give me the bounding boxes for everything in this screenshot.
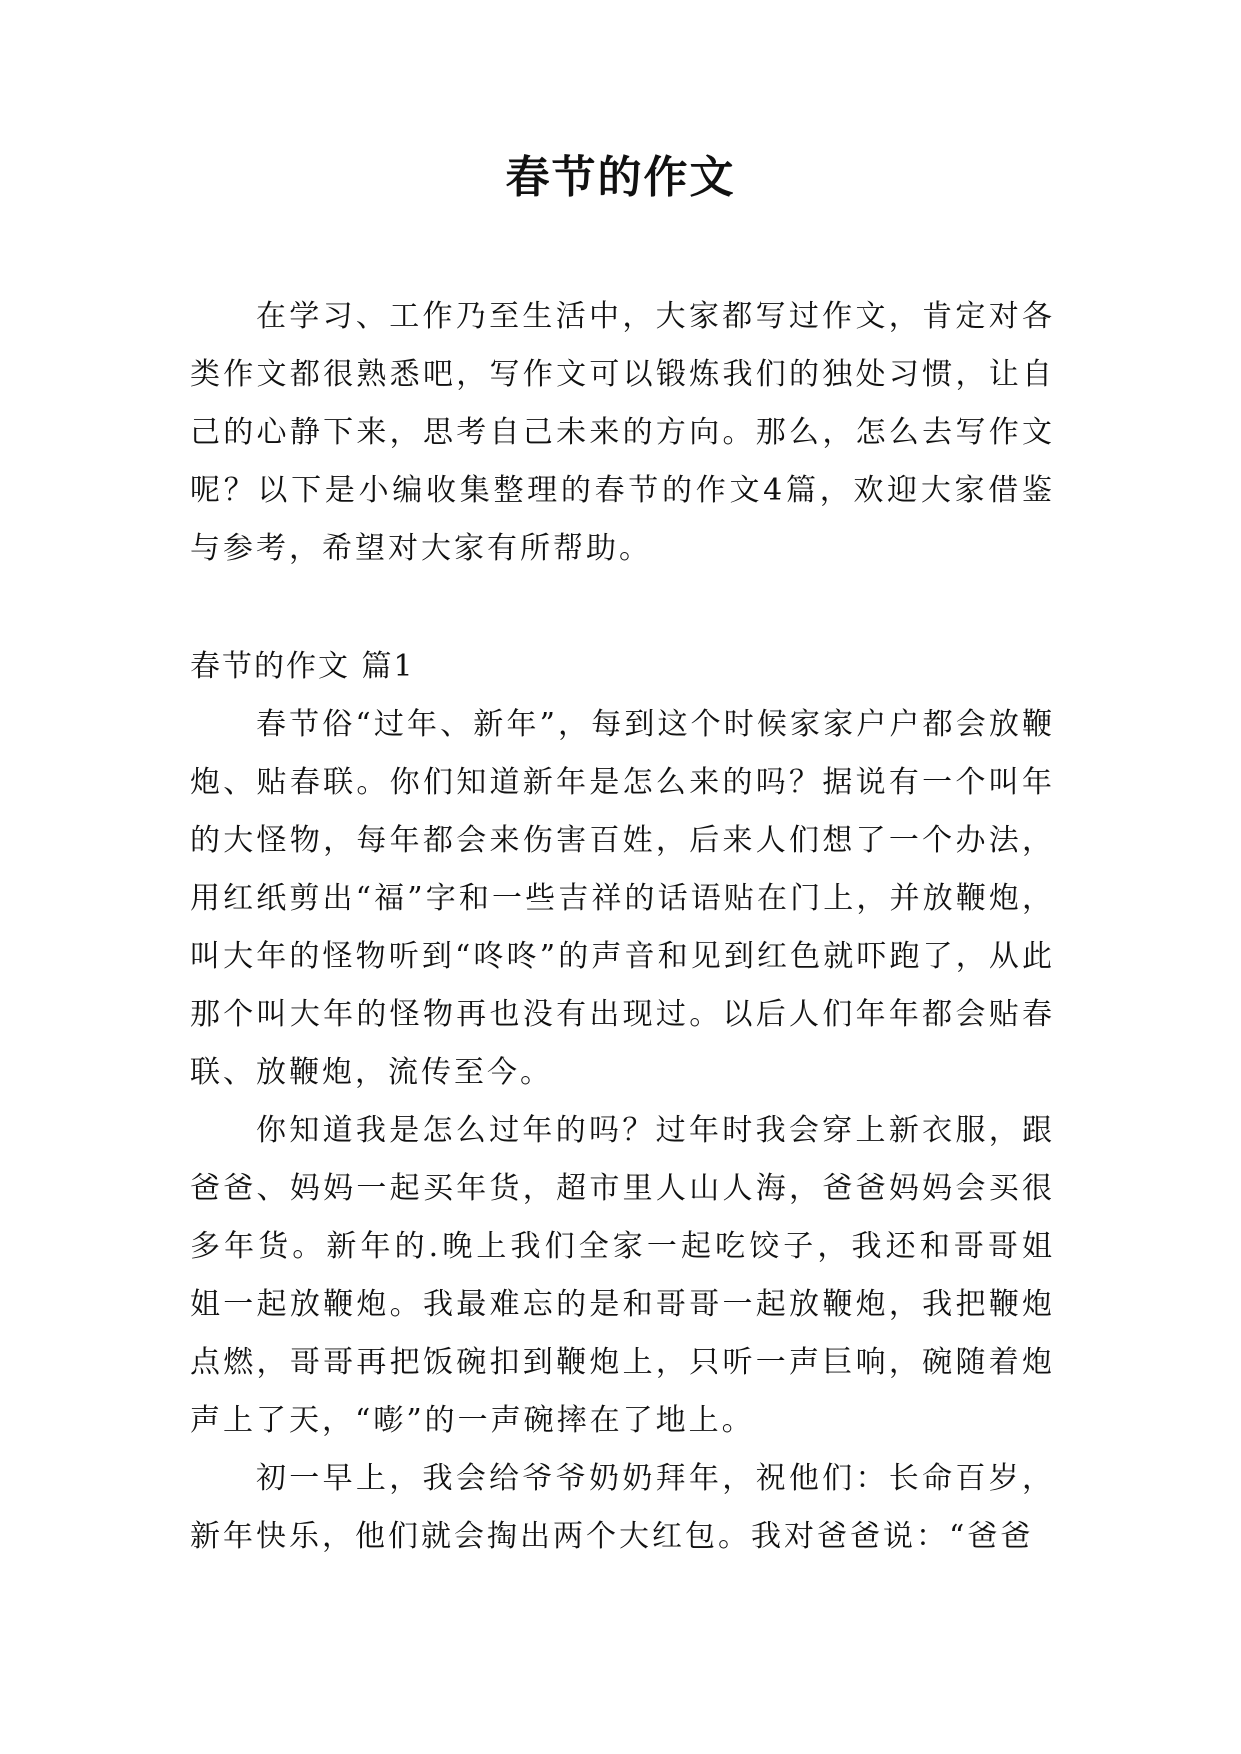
document-title: 春节的作文	[505, 152, 736, 203]
intro-section	[190, 288, 1055, 578]
essay-paragraph-1: 春节俗“过年、新年”，每到这个时候家家户户都会放鞭炮、贴春联。你们知道新年是怎么来的吗？据说有一个叫年的大怪物，每年都会来伤害百姓，后来人们想了一个办法，用红纸剪出“福”字和一些吉祥的话语贴在门上，并放鞭炮，叫大年的怪物听到“咚咚”的声音和见到红色就吓跑了，从此那个叫大年的怪物再也没有出现过。以后人们年年都会贴春联、放鞭炮，流传至今。	[190, 707, 1055, 1090]
essay-body	[190, 696, 1055, 1566]
section-heading: 春节的作文 篇1	[190, 649, 415, 684]
intro-paragraph: 在学习、工作乃至生活中，大家都写过作文，肯定对各类作文都很熟悉吧，写作文可以锻炼我们的独处习惯，让自己的心静下来，思考自己未来的方向。那么，怎么去写作文呢？以下是小编收集整理的春节的作文4篇，欢迎大家借鉴与参考，希望对大家有所帮助。	[190, 299, 1055, 566]
essay-paragraph-2: 你知道我是怎么过年的吗？过年时我会穿上新衣服，跟爸爸、妈妈一起买年货，超市里人山人海，爸爸妈妈会买很多年货。新年的.晚上我们全家一起吃饺子，我还和哥哥姐姐一起放鞭炮。我最难忘的是和哥哥一起放鞭炮，我把鞭炮点燃，哥哥再把饭碗扣到鞭炮上，只听一声巨响，碗随着炮声上了天，“嘭”的一声碗摔在了地上。	[190, 1113, 1055, 1438]
essay-paragraph-3: 初一早上，我会给爷爷奶奶拜年，祝他们：长命百岁，新年快乐，他们就会掏出两个大红包。我对爸爸说：“爸爸	[190, 1461, 1055, 1554]
